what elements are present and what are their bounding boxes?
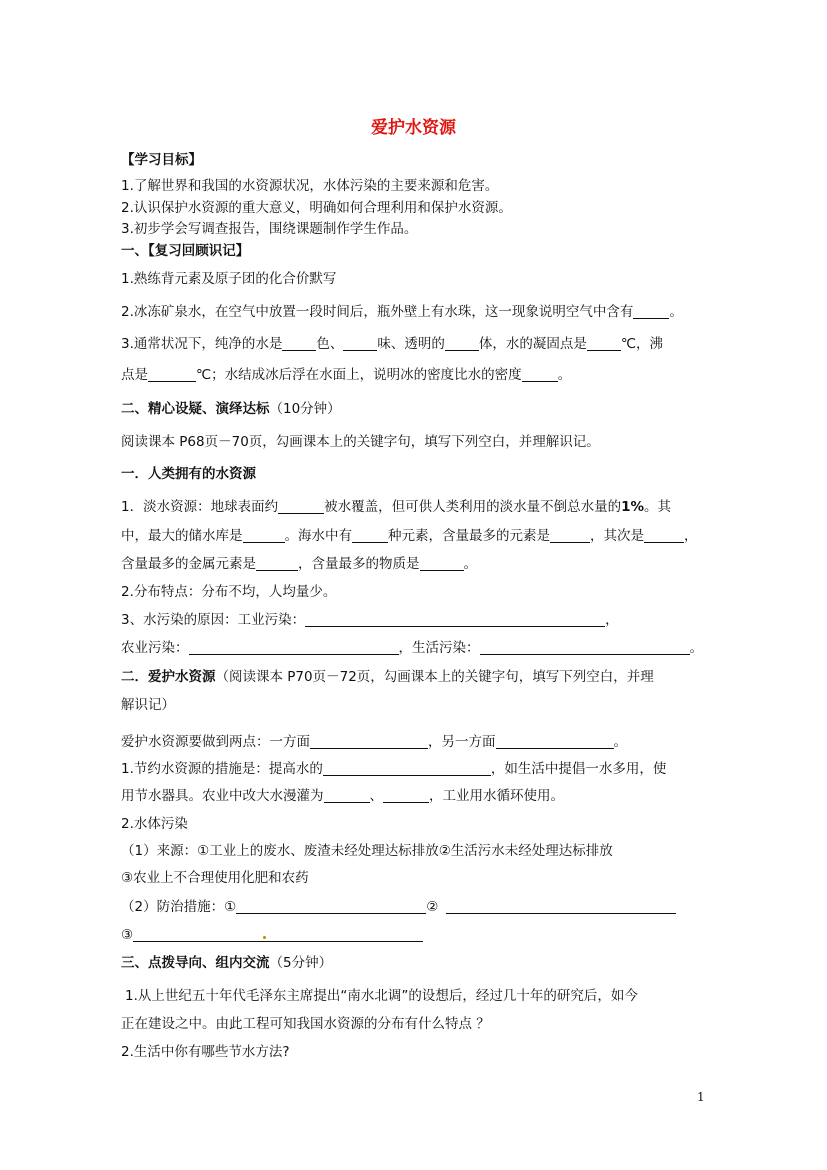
- blank: [633, 304, 669, 319]
- review-heading: 一、【复习回顾识记】: [121, 243, 250, 259]
- review-q2: 2.冰冻矿泉水，在空气中放置一段时间后，瓶外壁上有水珠，这一现象说明空气中含有 。: [121, 304, 683, 320]
- blank: [522, 367, 558, 382]
- partA-line2: 中，最大的储水库是 。海水中有 种元素，含量最多的元素是 ，其次是 ，: [121, 528, 698, 544]
- partB-p5: （1）来源：①工业上的废水、废渣未经处理达标排放②生活污水未经处理达标排放: [121, 843, 613, 859]
- section2-heading: 二、精心设疑、演绎达标（10分钟）: [121, 401, 341, 417]
- page-number: 1: [697, 1090, 705, 1104]
- section3-q1: 1.从上世纪五十年代毛泽东主席提出“南水北调”的设想后，经过几十年的研究后，如今: [125, 988, 638, 1004]
- review-q1: 1.熟练背元素及原子团的化合价默写: [121, 271, 337, 287]
- blank: [445, 336, 479, 351]
- blank: [189, 640, 399, 655]
- blank: [383, 788, 429, 803]
- blank: [446, 899, 676, 914]
- blank: [282, 336, 316, 351]
- partB-p1: 爱护水资源要做到两点：一方面 ，另一方面 。: [121, 734, 627, 750]
- partB-p6: ③农业上不合理使用化肥和农药: [121, 870, 309, 886]
- partA-line3: 含量最多的金属元素是 ，含量最多的物质是 。: [121, 556, 477, 572]
- partA-heading: 一．人类拥有的水资源: [121, 466, 256, 482]
- partB-p4: 2.水体污染: [121, 816, 188, 832]
- partA-line1: 1．淡水资源：地球表面约 被水覆盖，但可供人类利用的淡水量不倒总水量的1%。其: [121, 499, 672, 515]
- page-title: 爱护水资源: [371, 118, 456, 138]
- blank: [243, 528, 285, 543]
- goal-item: 3.初步学会写调查报告，围绕课题制作学生作品。: [121, 221, 418, 237]
- blank: [644, 528, 684, 543]
- goals-heading: 【学习目标】: [121, 152, 202, 168]
- blank: [324, 788, 370, 803]
- blank: [323, 761, 491, 776]
- blank: [305, 612, 605, 627]
- blank: [343, 336, 377, 351]
- section3-q1-cont: 正在建设之中。由此工程可知我国水资源的分布有什么特点 ？: [121, 1016, 490, 1032]
- blank: [587, 336, 621, 351]
- goal-item: 1.了解世界和我国的水资源状况，水体污染的主要来源和危害。: [121, 178, 499, 194]
- blank: [148, 367, 196, 382]
- partB-p8: ③: [121, 926, 423, 944]
- partA-line5: 3、水污染的原因：工业污染： ，: [121, 612, 619, 628]
- blank: [480, 640, 690, 655]
- blank: [420, 556, 464, 571]
- blank: [256, 556, 298, 571]
- partB-p3: 用节水器具。农业中改大水漫灌为 、 ，工业用水循环使用。: [121, 788, 564, 804]
- partA-line4: 2.分布特点：分布不均，人均量少。: [121, 584, 337, 600]
- blank: [352, 528, 388, 543]
- blank: [278, 499, 324, 514]
- stray-mark: [263, 936, 266, 939]
- section3-q2: 2.生活中你有哪些节水方法?: [121, 1044, 290, 1060]
- partA-line6: 农业污染： ，生活污染： 。: [121, 640, 703, 656]
- partB-heading-cont: 解识记）: [121, 697, 175, 713]
- partB-p7: （2）防治措施：① ②: [121, 898, 676, 916]
- review-q3-line2: 点是 ℃；水结成冰后浮在水面上，说明冰的密度比水的密度 。: [121, 367, 572, 383]
- blank: [236, 899, 426, 914]
- partB-heading: 二．爱护水资源（阅读课本 P70页－72页，勾画课本上的关键字句，填写下列空白，并理: [121, 669, 654, 685]
- partB-p2: 1.节约水资源的措施是：提高水的 ，如生活中提倡一水多用，使: [121, 761, 667, 777]
- blank: [133, 927, 423, 942]
- blank: [550, 528, 590, 543]
- blank: [310, 734, 428, 749]
- blank: [496, 734, 614, 749]
- section2-instruction: 阅读课本 P68页－70页，勾画课本上的关键字句，填写下列空白，并理解识记。: [121, 434, 600, 450]
- goal-item: 2.认识保护水资源的重大意义，明确如何合理利用和保护水资源。: [121, 200, 512, 216]
- review-q3-line1: 3.通常状况下，纯净的水是 色、 味、透明的 体，水的凝固点是 ℃，沸: [121, 336, 664, 352]
- section3-heading: 三、点拨导向、组内交流（5分钟）: [121, 955, 333, 971]
